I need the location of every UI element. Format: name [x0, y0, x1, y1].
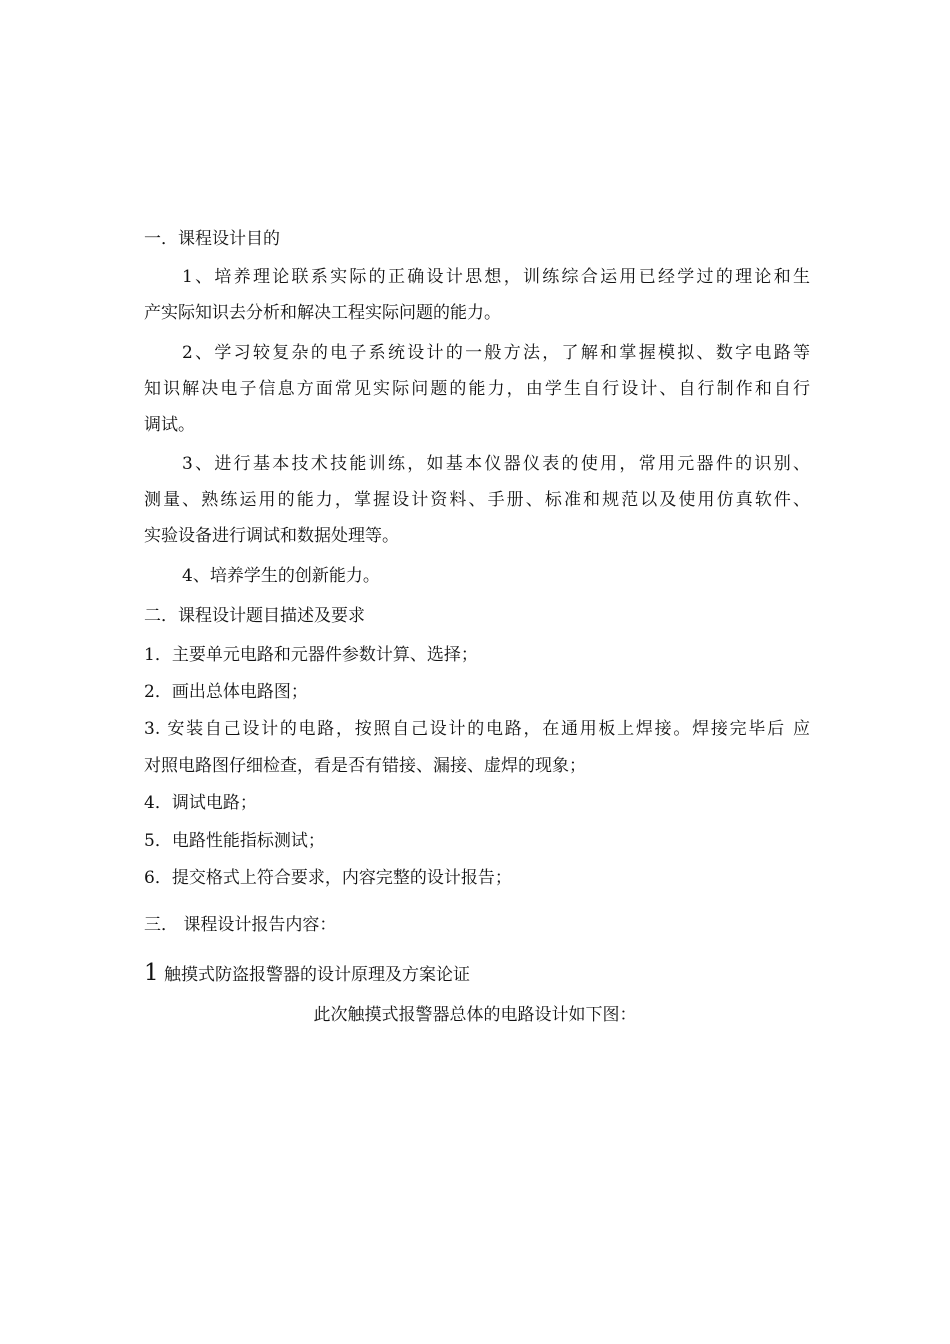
item2-line2: 知识解决电子信息方面常见实际问题的能力，由学生自行设计、自行制作和自行 — [144, 379, 810, 399]
section2-heading: 二．课程设计题目描述及要求 — [144, 606, 365, 626]
requirement-1: 1．主要单元电路和元器件参数计算、选择； — [144, 645, 478, 665]
item3-line2: 测量、熟练运用的能力，掌握设计资料、手册、标准和规范以及使用仿真软件、 — [144, 490, 810, 510]
requirement-3-line1: 3. 安装自己设计的电路，按照自己设计的电路，在通用板上焊接。焊接完毕后 应 — [144, 719, 810, 739]
requirement-6: 6．提交格式上符合要求，内容完整的设计报告； — [144, 868, 512, 888]
subsection-title — [144, 959, 810, 989]
item1-line2: 产实际知识去分析和解决工程实际问题的能力。 — [144, 303, 501, 323]
item4-line1: 4、培养学生的创新能力。 — [182, 566, 380, 586]
requirement-2: 2．画出总体电路图； — [144, 682, 308, 702]
item2-line3: 调试。 — [144, 415, 195, 435]
requirement-5: 5．电路性能指标测试； — [144, 831, 325, 851]
requirement-3-line2: 对照电路图仔细检查，看是否有错接、漏接、虚焊的现象； — [144, 756, 586, 776]
figure-caption: 此次触摸式报警器总体的电路设计如下图： — [313, 1005, 637, 1025]
subsection-title-text: 触摸式防盗报警器的设计原理及方案论证 — [164, 965, 471, 985]
subsection-number: 1 — [144, 960, 159, 986]
item2-line1: 2、学习较复杂的电子系统设计的一般方法，了解和掌握模拟、数字电路等 — [182, 343, 810, 363]
item3-line1: 3、进行基本技术技能训练，如基本仪器仪表的使用，常用元器件的识别、 — [182, 454, 810, 474]
item1-line1: 1、培养理论联系实际的正确设计思想，训练综合运用已经学过的理论和生 — [182, 267, 810, 287]
section3-heading: 三． 课程设计报告内容： — [144, 915, 337, 935]
requirement-4: 4．调试电路； — [144, 793, 257, 813]
item3-line3: 实验设备进行调试和数据处理等。 — [144, 526, 399, 546]
section1-heading: 一．课程设计目的 — [144, 229, 280, 249]
